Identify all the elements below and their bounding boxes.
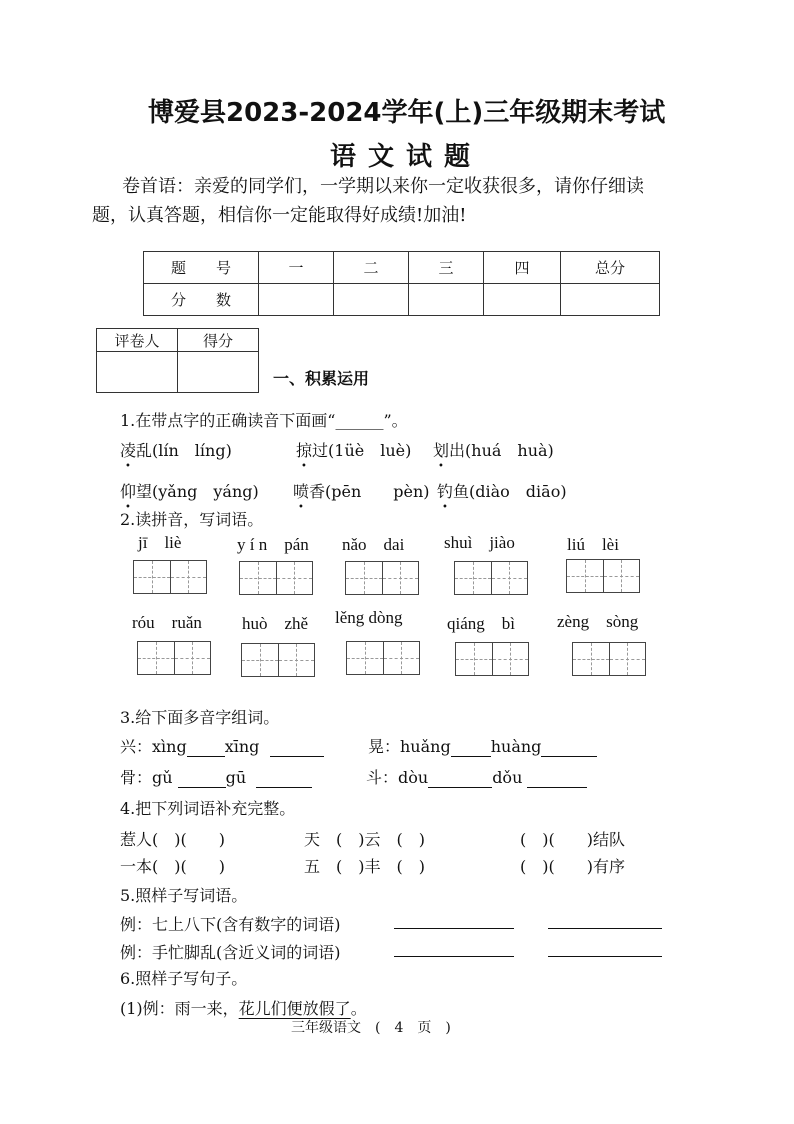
q1-item-text: 望(yǎng yáng) bbox=[136, 482, 259, 501]
polyphone-label: xīng bbox=[224, 737, 260, 756]
idiom-blank[interactable]: ( )( )有序 bbox=[520, 857, 625, 876]
pinyin-label: y í n pán bbox=[237, 535, 309, 554]
idiom-blank[interactable]: ( )( )结队 bbox=[520, 830, 625, 849]
score-header-cell: 四 bbox=[484, 252, 561, 284]
answer-blank[interactable] bbox=[451, 738, 491, 757]
polyphone-label: 晃：huǎng bbox=[368, 737, 451, 756]
tianzi-grid[interactable] bbox=[133, 560, 207, 594]
grader-cell[interactable] bbox=[97, 352, 178, 393]
pinyin-label: lěng dòng bbox=[335, 608, 403, 627]
q6-example-prefix: (1)例：雨一来， bbox=[120, 999, 239, 1018]
intro-line-1: 卷首语：亲爱的同学们，一学期以来你一定收获很多，请你仔细读 bbox=[122, 176, 644, 197]
pinyin-label: qiáng bì bbox=[447, 614, 515, 633]
pinyin-label: huò zhě bbox=[242, 614, 309, 633]
q1-item-text: 过(1üè luè) bbox=[312, 441, 412, 460]
pinyin-label: zèng sòng bbox=[557, 612, 639, 631]
answer-blank[interactable] bbox=[270, 738, 324, 757]
q1-item bbox=[296, 438, 411, 461]
page-title: 博爱县2023-2024学年(上)三年级期末考试 bbox=[148, 98, 666, 128]
dotted-char: 钓 bbox=[437, 482, 454, 501]
polyphone-label: dǒu bbox=[492, 768, 523, 787]
q4-prompt: 4.把下列词语补充完整。 bbox=[120, 799, 296, 818]
q1-item bbox=[293, 479, 430, 502]
answer-blank[interactable] bbox=[428, 769, 492, 788]
polyphone-line bbox=[120, 765, 312, 788]
q6-prompt: 6.照样子写句子。 bbox=[120, 969, 248, 988]
tianzi-grid[interactable] bbox=[345, 561, 419, 595]
idiom-blank[interactable]: 一本( )( ) bbox=[120, 857, 225, 876]
grader-score-cell[interactable] bbox=[178, 352, 259, 393]
score-cell[interactable] bbox=[259, 284, 334, 316]
q1-item bbox=[120, 438, 232, 461]
dotted-char: 掠 bbox=[296, 441, 313, 460]
pinyin-label: shuì jiào bbox=[444, 533, 515, 552]
score-cell[interactable] bbox=[334, 284, 409, 316]
tianzi-grid[interactable] bbox=[455, 642, 529, 676]
q1-item-text: 乱(lín líng) bbox=[136, 441, 232, 460]
q1-item bbox=[433, 438, 554, 461]
dotted-char: 划 bbox=[433, 441, 450, 460]
polyphone-line bbox=[120, 734, 324, 757]
tianzi-grid[interactable] bbox=[241, 643, 315, 677]
score-header-cell: 三 bbox=[409, 252, 484, 284]
tianzi-grid[interactable] bbox=[454, 561, 528, 595]
dotted-char: 仰 bbox=[120, 482, 137, 501]
answer-blank[interactable] bbox=[548, 910, 662, 929]
q5-example: 例：手忙脚乱(含近义词的词语) bbox=[120, 943, 341, 962]
q6-example-suffix: 。 bbox=[350, 999, 367, 1018]
pinyin-label: jī liè bbox=[138, 533, 182, 552]
score-header-cell: 总分 bbox=[561, 252, 660, 284]
q5-prompt: 5.照样子写词语。 bbox=[120, 886, 248, 905]
score-header-cell: 题 号 bbox=[144, 252, 259, 284]
pinyin-label: róu ruǎn bbox=[132, 613, 202, 632]
score-cell[interactable] bbox=[409, 284, 484, 316]
score-header-cell: 二 bbox=[334, 252, 409, 284]
idiom-blank[interactable]: 惹人( )( ) bbox=[120, 830, 225, 849]
q3-prompt: 3.给下面多音字组词。 bbox=[120, 708, 280, 727]
tianzi-grid[interactable] bbox=[239, 561, 313, 595]
section-title: 一、积累运用 bbox=[273, 369, 370, 388]
polyphone-line bbox=[368, 734, 597, 757]
tianzi-grid[interactable] bbox=[137, 641, 211, 675]
score-header-cell: 一 bbox=[259, 252, 334, 284]
idiom-blank[interactable]: 天 ( )云 ( ) bbox=[304, 830, 425, 849]
grader-label: 评卷人 bbox=[97, 329, 178, 352]
q5-example: 例：七上八下(含有数字的词语) bbox=[120, 915, 341, 934]
polyphone-label: 骨：gǔ bbox=[120, 768, 173, 787]
page-subtitle: 语文试题 bbox=[330, 142, 483, 172]
q1-prompt: 1.在带点字的正确读音下面画“______”。 bbox=[120, 411, 408, 430]
q6-example bbox=[120, 996, 367, 1019]
tianzi-grid[interactable] bbox=[566, 559, 640, 593]
tianzi-grid[interactable] bbox=[346, 641, 420, 675]
answer-blank[interactable] bbox=[541, 738, 597, 757]
q1-item-text: 香(pēn pèn) bbox=[309, 482, 430, 501]
score-label: 得分 bbox=[178, 329, 259, 352]
dotted-char: 凌 bbox=[120, 441, 137, 460]
tianzi-grid[interactable] bbox=[572, 642, 646, 676]
idiom-blank[interactable]: 五 ( )丰 ( ) bbox=[304, 857, 425, 876]
dotted-char: 喷 bbox=[293, 482, 310, 501]
polyphone-label: 斗：dòu bbox=[366, 768, 429, 787]
q1-item bbox=[120, 479, 259, 502]
polyphone-line bbox=[366, 765, 587, 788]
q1-item-text: 出(huá huà) bbox=[449, 441, 554, 460]
q6-example-underlined: 花儿们便放假了 bbox=[238, 999, 351, 1018]
answer-blank[interactable] bbox=[548, 938, 662, 957]
q1-item-text: 鱼(diào diāo) bbox=[453, 482, 567, 501]
q1-item bbox=[437, 479, 567, 502]
pinyin-label: nǎo dai bbox=[342, 535, 405, 554]
intro-line-2: 题，认真答题，相信你一定能取得好成绩!加油! bbox=[92, 205, 467, 226]
answer-blank[interactable] bbox=[178, 769, 226, 788]
score-cell[interactable] bbox=[561, 284, 660, 316]
q2-prompt: 2.读拼音，写词语。 bbox=[120, 510, 264, 529]
score-table bbox=[143, 251, 660, 316]
polyphone-label: gū bbox=[225, 768, 247, 787]
grader-table bbox=[96, 328, 259, 393]
score-cell[interactable] bbox=[484, 284, 561, 316]
pinyin-label: liú lèi bbox=[567, 535, 619, 554]
answer-blank[interactable] bbox=[527, 769, 587, 788]
page-footer: 三年级语文 ( 4 页 ) bbox=[291, 1020, 451, 1036]
answer-blank[interactable] bbox=[256, 769, 312, 788]
answer-blank[interactable] bbox=[394, 938, 514, 957]
answer-blank[interactable] bbox=[394, 910, 514, 929]
score-row-label: 分 数 bbox=[144, 284, 259, 316]
answer-blank[interactable] bbox=[187, 738, 225, 757]
polyphone-label: 兴：xìng bbox=[120, 737, 187, 756]
polyphone-label: huàng bbox=[490, 737, 542, 756]
